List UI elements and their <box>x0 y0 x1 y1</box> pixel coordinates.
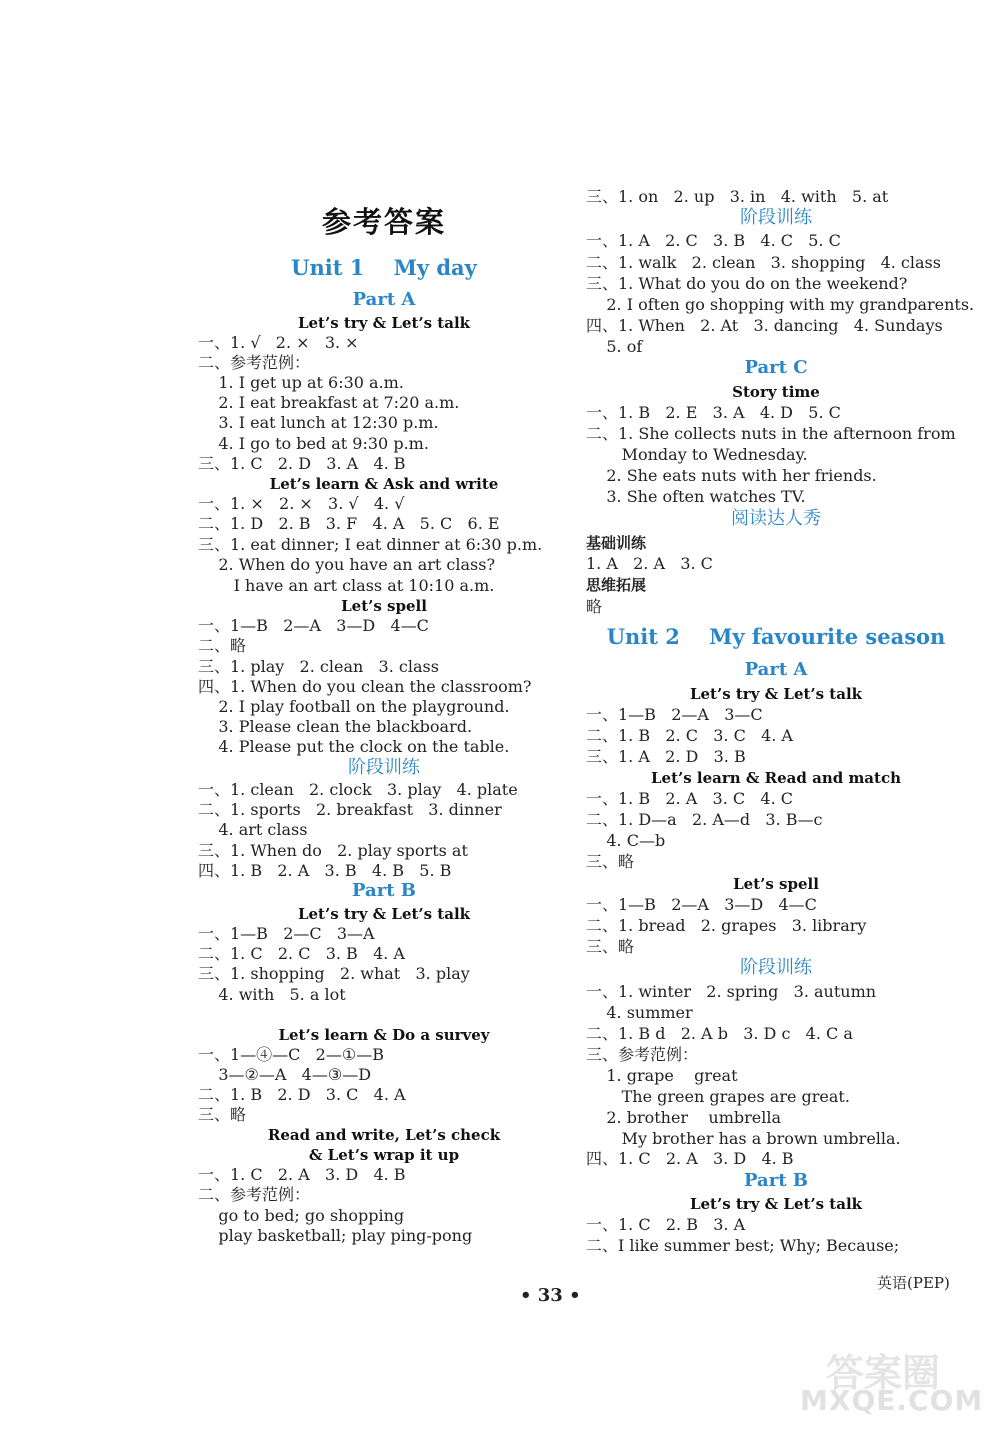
answer-line: 2. When do you have an art class? <box>198 555 496 574</box>
answer-line: 四、1. When 2. At 3. dancing 4. Sundays <box>586 316 943 335</box>
answer-line: 4. I go to bed at 9:30 p.m. <box>198 434 429 453</box>
answer-line: 1. grape great <box>586 1066 738 1085</box>
answer-line: 一、1. A 2. C 3. B 4. C 5. C <box>586 231 841 250</box>
answer-line: 一、1. √ 2. × 3. × <box>198 333 359 352</box>
subject-label: 英语(PEP) <box>877 1274 950 1292</box>
part-heading: Part C <box>744 357 808 378</box>
answer-line: 2. She eats nuts with her friends. <box>586 466 877 485</box>
answer-line: 三、1. play 2. clean 3. class <box>198 657 439 676</box>
answer-line: 二、1. B d 2. A b 3. D c 4. C a <box>586 1024 853 1043</box>
part-heading: Part B <box>744 1170 808 1191</box>
answer-line: 一、1. C 2. B 3. A <box>586 1215 746 1234</box>
answer-line: 4. summer <box>586 1003 693 1022</box>
answer-line: 三、1. C 2. D 3. A 4. B <box>198 454 406 473</box>
section-heading: Let’s spell <box>733 875 819 893</box>
answer-line: 一、1. clean 2. clock 3. play 4. plate <box>198 780 518 799</box>
answer-line: 2. I often go shopping with my grandparents. <box>586 295 975 314</box>
answer-line: 二、1. sports 2. breakfast 3. dinner <box>198 800 502 819</box>
watermark-logo-text: 答案圈 <box>826 1351 941 1395</box>
answer-line: 4. Please put the clock on the table. <box>198 737 510 756</box>
section-heading: Let’s try & Let’s talk <box>297 314 471 332</box>
answer-line: 三、1. A 2. D 3. B <box>586 747 746 766</box>
answer-line: My brother has a brown umbrella. <box>586 1129 901 1148</box>
answer-line: The green grapes are great. <box>586 1087 850 1106</box>
answer-line: 二、参考范例： <box>198 353 311 372</box>
section-heading: Read and write, Let’s check <box>267 1126 501 1144</box>
answer-line: 4. C—b <box>586 831 666 850</box>
answer-line: 三、1. eat dinner; I eat dinner at 6:30 p.m. <box>198 535 543 554</box>
answer-line: 2. brother umbrella <box>586 1108 782 1127</box>
answer-line: 二、1. walk 2. clean 3. shopping 4. class <box>586 253 941 272</box>
unit-title: Unit 1 My day <box>291 255 477 280</box>
answer-line: Monday to Wednesday. <box>586 445 808 464</box>
answer-line: 4. with 5. a lot <box>198 985 346 1004</box>
answer-line: 二、1. bread 2. grapes 3. library <box>586 916 867 935</box>
stage-heading: 阶段训练 <box>348 757 420 778</box>
answer-line: 二、1. D—a 2. A—d 3. B—c <box>586 810 823 829</box>
answer-line: 一、1—B 2—A 3—C <box>586 705 763 724</box>
answer-line: 略 <box>586 597 603 616</box>
watermark-logo <box>800 1342 990 1442</box>
section-heading: Let’s try & Let’s talk <box>297 905 471 923</box>
section-heading: Let’s spell <box>341 597 427 615</box>
section-heading: Let’s try & Let’s talk <box>689 1195 863 1213</box>
part-heading: Part A <box>352 289 416 310</box>
section-heading: Story time <box>732 383 820 401</box>
section-heading: Let’s learn & Ask and write <box>269 475 499 493</box>
answer-line: 一、1. × 2. × 3. √ 4. √ <box>198 494 405 513</box>
part-heading: Part A <box>744 659 808 680</box>
answer-line: 一、1. winter 2. spring 3. autumn <box>586 982 877 1001</box>
answer-line: 三、略 <box>586 852 635 871</box>
answer-line: 3. Please clean the blackboard. <box>198 717 473 736</box>
stage-heading: 阶段训练 <box>740 957 812 978</box>
answer-line: 一、1—④—C 2—①—B <box>198 1045 384 1064</box>
section-heading: & Let’s wrap it up <box>308 1146 460 1164</box>
stage-heading: 阶段训练 <box>740 207 812 228</box>
section-heading: Let’s learn & Do a survey <box>278 1026 490 1044</box>
section-heading: Let’s try & Let’s talk <box>689 685 863 703</box>
answer-line: 一、1—B 2—A 3—D 4—C <box>586 895 817 914</box>
answer-line: I have an art class at 10:10 a.m. <box>198 576 495 595</box>
answer-line: 三、1. What do you do on the weekend? <box>586 274 908 293</box>
answer-line: 四、1. When do you clean the classroom? <box>198 677 532 696</box>
answer-line: 二、I like summer best; Why; Because; <box>586 1236 900 1255</box>
section-heading: Let’s learn & Read and match <box>651 769 901 787</box>
answer-line: 二、1. D 2. B 3. F 4. A 5. C 6. E <box>198 514 500 533</box>
answer-line: 三、略 <box>586 937 635 956</box>
answer-line: go to bed; go shopping <box>198 1206 405 1225</box>
answer-line: 二、参考范例： <box>198 1185 311 1204</box>
answer-line: 四、1. B 2. A 3. B 4. B 5. B <box>198 861 452 880</box>
answer-line: 5. of <box>586 337 643 356</box>
answer-line: 1. A 2. A 3. C <box>586 554 713 573</box>
answer-line: 三、1. When do 2. play sports at <box>198 841 468 860</box>
answer-line: 2. I eat breakfast at 7:20 a.m. <box>198 393 460 412</box>
page-number: • 33 • <box>520 1285 581 1306</box>
answer-line: 一、1—B 2—C 3—A <box>198 924 375 943</box>
answer-line: 一、1—B 2—A 3—D 4—C <box>198 616 429 635</box>
answer-line: 2. I play football on the playground. <box>198 697 510 716</box>
answer-line: 3—②—A 4—③—D <box>198 1065 372 1084</box>
answer-line: play basketball; play ping-pong <box>198 1226 473 1245</box>
answer-line: 四、1. C 2. A 3. D 4. B <box>586 1149 794 1168</box>
answer-line: 三、略 <box>198 1105 247 1124</box>
answer-line: 三、1. on 2. up 3. in 4. with 5. at <box>586 187 889 206</box>
answer-line: 三、参考范例： <box>586 1045 699 1064</box>
answer-line: 3. She often watches TV. <box>586 487 806 506</box>
answer-line: 一、1. B 2. A 3. C 4. C <box>586 789 793 808</box>
answer-line: 二、1. C 2. C 3. B 4. A <box>198 944 405 963</box>
answer-line: 二、1. B 2. C 3. C 4. A <box>586 726 793 745</box>
answer-line: 三、1. shopping 2. what 3. play <box>198 964 470 983</box>
answer-line: 4. art class <box>198 820 308 839</box>
answer-line: 一、1. B 2. E 3. A 4. D 5. C <box>586 403 841 422</box>
page-title: 参考答案 <box>321 205 446 239</box>
watermark-site: MXQE.COM <box>800 1384 984 1417</box>
answer-line: 一、1. C 2. A 3. D 4. B <box>198 1165 406 1184</box>
stage-heading: 阅读达人秀 <box>731 508 821 529</box>
subsection-heading: 基础训练 <box>586 534 647 552</box>
answer-line: 1. I get up at 6:30 a.m. <box>198 373 404 392</box>
answer-line: 二、略 <box>198 636 247 655</box>
unit-title: Unit 2 My favourite season <box>606 624 946 649</box>
answer-line: 二、1. She collects nuts in the afternoon from <box>586 424 956 443</box>
answer-line: 3. I eat lunch at 12:30 p.m. <box>198 413 439 432</box>
answer-line: 二、1. B 2. D 3. C 4. A <box>198 1085 406 1104</box>
part-heading: Part B <box>352 880 416 901</box>
subsection-heading: 思维拓展 <box>586 576 647 594</box>
